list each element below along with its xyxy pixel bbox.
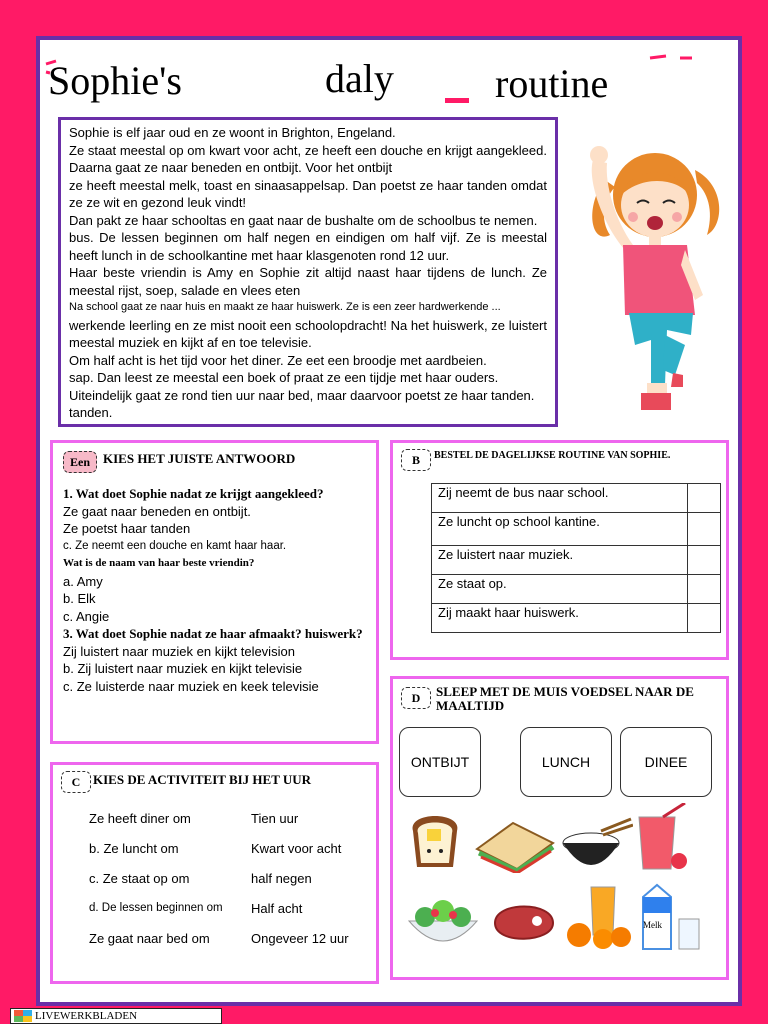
- section-a-tag: Een: [63, 451, 97, 473]
- routine-item: Zij neemt de bus naar school.: [432, 484, 688, 513]
- meal-drop-lunch[interactable]: LUNCH: [520, 727, 612, 797]
- story-line: sap. Dan leest ze meestal een boek of praat ze een tijdje met haar ouders.: [69, 370, 499, 385]
- question-2: Wat is de naam van haar beste vriendin?: [63, 557, 255, 569]
- activity-item[interactable]: Ze heeft diner om: [89, 811, 191, 826]
- story-line: Uiteindelijk gaat ze rond tien uur naar bed, maar daarvoor poetst ze haar tanden.: [69, 387, 535, 403]
- table-row: [432, 484, 721, 513]
- order-answer-box[interactable]: [688, 546, 721, 575]
- routine-item: Ze luncht op school kantine.: [432, 513, 688, 546]
- activity-item[interactable]: b. Ze luncht om: [89, 841, 179, 856]
- question-1: 1. Wat doet Sophie nadat ze krijgt aangekleed?: [63, 486, 324, 501]
- story-text: [58, 117, 558, 427]
- section-a-questions: [63, 485, 383, 695]
- toast-icon[interactable]: [407, 811, 463, 871]
- rice-icon[interactable]: [561, 817, 633, 873]
- section-b-title: BESTEL DE DAGELIJKSE ROUTINE VAN SOPHIE.: [434, 450, 671, 461]
- table-row: [432, 546, 721, 575]
- section-a: [50, 440, 379, 744]
- brand-logo-icon: [14, 1010, 32, 1022]
- section-d-title: SLEEP MET DE MUIS VOEDSEL NAAR DE MAALTIJD: [436, 684, 694, 713]
- section-b-tag: B: [401, 449, 431, 471]
- story-line: Om half acht is het tijd voor het diner. Ze eet een broodje met aardbeien.: [69, 352, 487, 368]
- story-line: Haar beste vriendin is Amy en Sophie zit altijd naast haar tijdens de lunch. Ze meestal rijst, soep, salade en vlees eten: [69, 265, 547, 298]
- story-line: tanden.: [69, 405, 113, 420]
- time-item[interactable]: Half acht: [251, 901, 303, 916]
- order-answer-box[interactable]: [688, 604, 721, 633]
- option[interactable]: b. Zij luistert naar muziek en kijkt televisie: [63, 661, 303, 676]
- order-answer-box[interactable]: [688, 484, 721, 513]
- story-line: Sophie is elf jaar oud en ze woont in Brighton, Engeland.: [69, 125, 396, 140]
- milk-label: Melk: [643, 920, 662, 930]
- meal-drop-breakfast[interactable]: ONTBIJT: [399, 727, 481, 797]
- option[interactable]: c. Ze luisterde naar muziek en keek televisie: [63, 678, 319, 694]
- footer-brand: [10, 1008, 222, 1024]
- option[interactable]: c. Angie: [63, 608, 110, 624]
- story-line: werkende leerling en ze mist nooit een schoolopdracht! Na het huiswerk, ze luistert meestal muziek en kijkt af en toe televisie.: [69, 317, 547, 350]
- story-line: ze heeft meestal melk, toast en sinaasappelsap. Dan poetst ze haar tanden omdat ze ze wit en gezond leuk vindt!: [69, 177, 547, 210]
- story-line: Ze staat meestal op om kwart voor acht, ze heeft een douche en krijgt aangekleed. Daarna gaat ze naar beneden en ontbijt. Voor het ontbijt: [69, 142, 547, 175]
- order-answer-box[interactable]: [688, 575, 721, 604]
- section-a-title: KIES HET JUISTE ANTWOORD: [103, 451, 296, 466]
- option[interactable]: Ze poetst haar tanden: [63, 521, 191, 536]
- option[interactable]: Zij luistert naar muziek en kijkt television: [63, 643, 295, 659]
- routine-item: Ze luistert naar muziek.: [432, 546, 688, 575]
- story-line: Dan pakt ze haar schooltas en gaat naar de bushalte om de schoolbus te nemen.: [69, 212, 538, 228]
- meal-drop-dinner[interactable]: DINEE: [620, 727, 712, 797]
- girl-illustration: [585, 125, 730, 425]
- section-b: [390, 440, 729, 660]
- time-item[interactable]: Tien uur: [251, 811, 299, 826]
- time-item[interactable]: half negen: [251, 871, 312, 886]
- title-word-2: daly: [325, 56, 394, 101]
- activity-item[interactable]: d. De lessen beginnen om: [89, 902, 223, 914]
- routine-item: Ze staat op.: [432, 575, 688, 604]
- title-decoration: [40, 52, 740, 112]
- question-3: 3. Wat doet Sophie nadat ze haar afmaakt? huiswerk?: [63, 626, 363, 641]
- option[interactable]: a. Amy: [63, 573, 103, 589]
- time-item[interactable]: Kwart voor acht: [251, 841, 342, 856]
- option[interactable]: b. Elk: [63, 591, 96, 606]
- steak-icon[interactable]: [489, 899, 559, 947]
- time-item[interactable]: Ongeveer 12 uur: [251, 931, 349, 946]
- footer-text: LIVEWERKBLADEN: [35, 1010, 138, 1022]
- routine-item: Zij maakt haar huiswerk.: [432, 604, 688, 633]
- order-answer-box[interactable]: [688, 513, 721, 546]
- table-row: [432, 513, 721, 546]
- routine-order-table: [431, 483, 721, 633]
- table-row: [432, 604, 721, 633]
- title-word-3: routine: [495, 61, 609, 106]
- activity-item[interactable]: Ze gaat naar bed om: [89, 931, 210, 946]
- milk-icon[interactable]: [639, 883, 703, 953]
- option[interactable]: c. Ze neemt een douche en kamt haar haar.: [63, 539, 287, 552]
- sandwich-icon[interactable]: [473, 819, 557, 873]
- story-line: Na school gaat ze naar huis en maakt ze haar huiswerk. Ze is een zeer hardwerkende ...: [69, 301, 501, 313]
- story-line: bus. De lessen beginnen om half negen en eindigen om half vijf. Ze is meestal heeft lunch in de schoolkantine met haar klasgenoten rond 12 uur.: [69, 230, 547, 263]
- orange-juice-icon[interactable]: [563, 885, 635, 951]
- section-c: [50, 762, 379, 984]
- section-d-tag: D: [401, 687, 431, 709]
- section-d: [390, 676, 729, 980]
- option[interactable]: Ze gaat naar beneden en ontbijt.: [63, 503, 251, 519]
- title-word-1: Sophie's: [48, 58, 182, 103]
- section-c-title: KIES DE ACTIVITEIT BIJ HET UUR: [93, 772, 312, 787]
- section-c-tag: C: [61, 771, 91, 793]
- table-row: [432, 575, 721, 604]
- activity-item[interactable]: c. Ze staat op om: [89, 871, 190, 886]
- salad-icon[interactable]: [405, 891, 481, 951]
- juice-icon[interactable]: [633, 803, 693, 873]
